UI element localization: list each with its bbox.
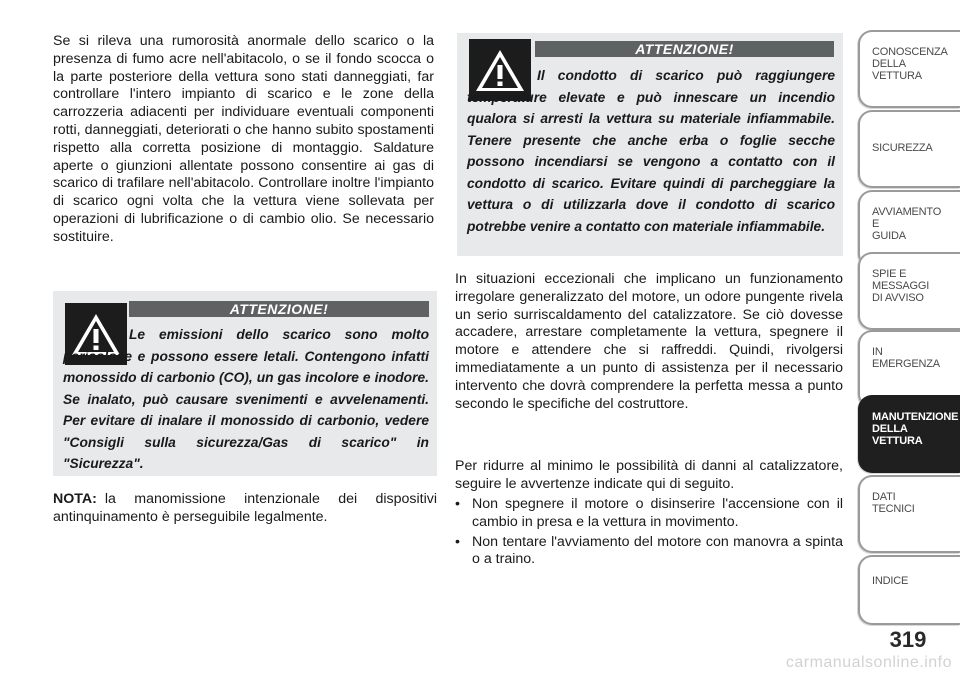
- warning-box-exhaust-heat: [457, 33, 843, 256]
- tab-label: IN: [872, 346, 883, 358]
- note-paragraph: [53, 491, 437, 527]
- tab-label: SPIE E: [872, 268, 907, 280]
- tab-label: E: [872, 218, 880, 230]
- tab-label: EMERGENZA: [872, 358, 940, 370]
- tab-label: DATI: [872, 491, 896, 503]
- tab-label: CONOSCENZA: [872, 46, 948, 58]
- tab-label: DELLA: [872, 58, 906, 70]
- list-item: • Non tentare l'avviamento del motore con manovra a spinta o a traino.: [455, 534, 843, 570]
- warning-title-bar: ATTENZIONE!: [129, 301, 429, 317]
- page-number: 319: [889, 627, 927, 652]
- watermark: carmanualsonline.info: [785, 654, 952, 671]
- note-label: NOTA:: [53, 491, 97, 507]
- tab-label: VETTURA: [872, 435, 923, 447]
- list-item: • Non spegnere il motore o disinserire l'accensione con il cambio in presa e la vettura in movimento.: [455, 496, 843, 532]
- tab-sicurezza[interactable]: [858, 110, 960, 188]
- tab-label: MESSAGGI: [872, 280, 930, 292]
- warning-text: Il condotto di scarico può raggiungere temperature elevate e può innescare un incendio qualora si arresti la vettura su materiale infiammabile. Tenere presente che anche erba o foglie secche possono incendiarsi se vengono a contatto con il condotto di scarico. Evitare quindi di parcheggiare la vettura o di utilizzarla dove il condotto di scarico potrebbe venire a contatto con materiale infiammabile.: [467, 68, 835, 234]
- tab-spie-e-messaggi[interactable]: [858, 252, 960, 330]
- tab-manutenzione-della-vettura[interactable]: [858, 395, 960, 473]
- tab-label: SICUREZZA: [872, 142, 933, 154]
- warning-text: Le emissioni dello scarico sono molto pericolose e possono essere letali. Contengono infatti monossido di carbonio (CO), un gas incolore e inodore. Se inalato, può causare svenimenti e avvelenamenti. Per evitare di inalare il monossido di carbonio, vedere "Consigli sulla sicurezza/Gas di scarico" in "Sicurezza".: [63, 327, 429, 471]
- tab-label: INDICE: [872, 575, 909, 587]
- intro-paragraph: Se si rileva una rumorosità anormale dello scarico o la presenza di fumo acre nell'abitacolo, o se il fondo scocca o la parte posteriore della vettura sono stati danneggiati, far controllare l'intero impianto di scarico e le zone della carrozzeria adiacenti per individuare eventuali componenti rotti, danneggiati, deteriorati o che hanno subito spostamenti rispetto alla corretta posizione di montaggio. Saldature aperte o giunzioni allentate possono consentire ai gas di scarico di trafilare nell'abitacolo. Controllare inoltre l'impianto di scarico ogni volta che la vettura viene sollevata per operazioni di lubrificazione o di cambio olio. Se necessario sostituire.: [53, 33, 434, 245]
- tab-dati-tecnici[interactable]: [858, 475, 960, 553]
- tab-label: DI AVVISO: [872, 292, 924, 304]
- catalyst-advice-paragraph: Per ridurre al minimo le possibilità di danni al catalizzatore, seguire le avvertenze indicate qui di seguito.: [455, 458, 843, 492]
- catalyst-paragraph: In situazioni eccezionali che implicano un funzionamento irregolare generalizzato del motore, un odore pungente rivela un serio surriscaldamento del catalizzatore. Se ciò dovesse accadere, arrestare completamente la vettura, spegnere il motore e attendere che si raffreddi. Quindi, rivolgersi immediatamente a un punto di assistenza per il necessario intervento che dovrà comprendere la perfetta messa a punto secondo le specifiche del costruttore.: [455, 271, 843, 412]
- tab-label: AVVIAMENTO: [872, 206, 942, 218]
- note-text: la manomissione intenzionale dei dispositivi antinquinamento è perseguibile legalmente.: [53, 491, 437, 525]
- tab-label: GUIDA: [872, 230, 906, 242]
- catalyst-advice-list: [455, 496, 843, 571]
- tab-label: VETTURA: [872, 70, 922, 82]
- tab-conoscenza-della-vettura[interactable]: [858, 30, 960, 108]
- warning-title-bar: ATTENZIONE!: [535, 41, 834, 57]
- tab-label: MANUTENZIONE: [872, 411, 959, 423]
- tab-label: TECNICI: [872, 503, 915, 515]
- tab-label: DELLA: [872, 423, 908, 435]
- warning-box-exhaust-emissions: [53, 291, 437, 476]
- tab-indice[interactable]: [858, 555, 960, 625]
